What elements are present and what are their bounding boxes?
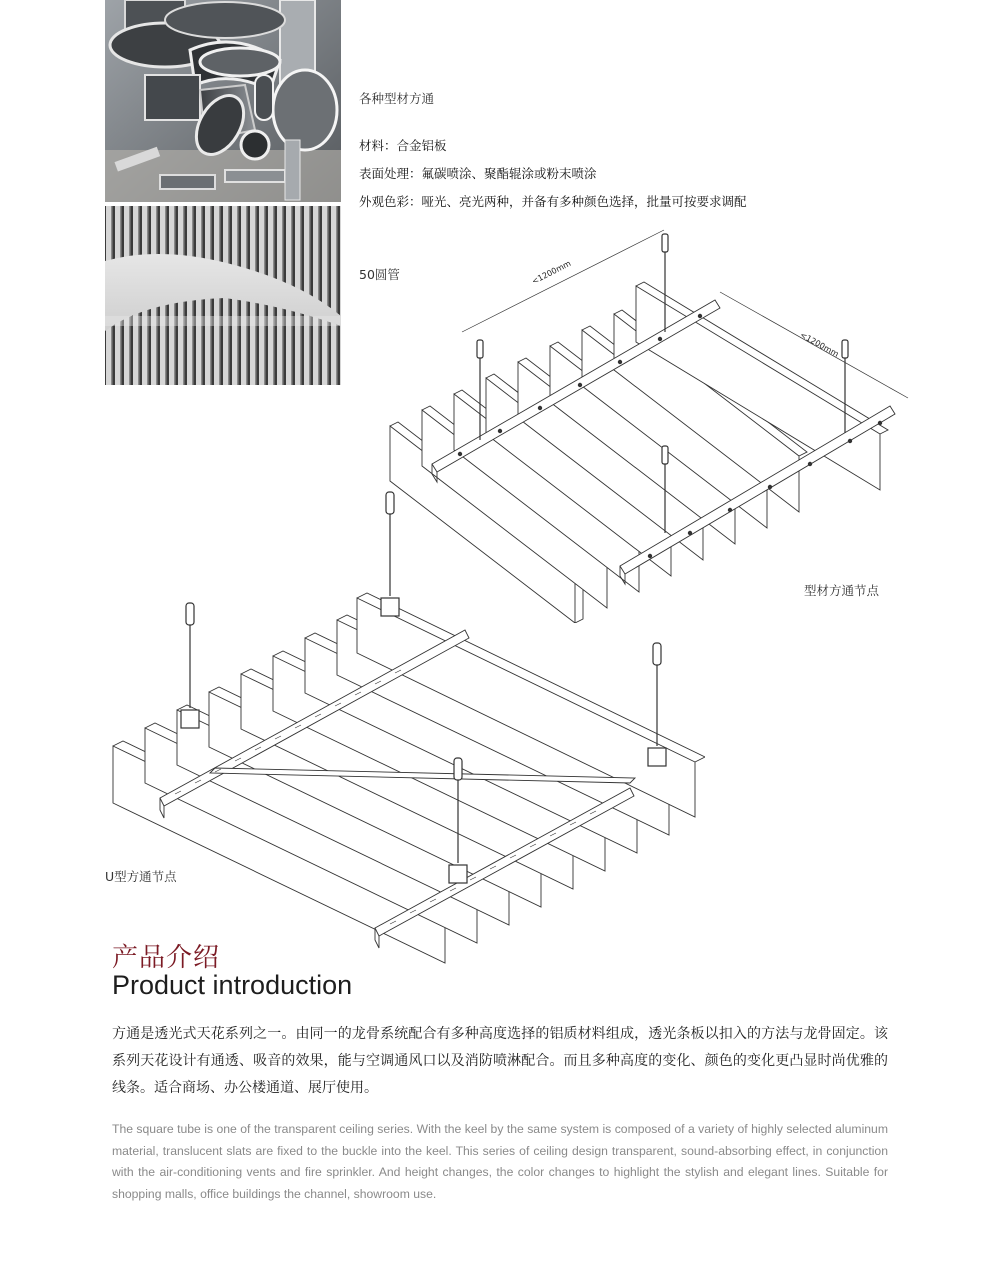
material-spec: 材料：合金铝板 — [359, 138, 447, 153]
intro-body-en: The square tube is one of the transparent ceiling series. With the keel by the same system is composed of a variety of highly selected aluminum material, translucent slats are fixed to the buckle into the keel. This series of ceiling design transparent, sound-absorbing effect, in conjunction with the air-conditioning vents and fire sprinkler. And height changes, the color changes to highlight the stylish and elegant lines. Suitable for shopping malls, office buildings the channel, showroom use. — [112, 1122, 888, 1201]
dimension-label-length: <1200mm — [798, 330, 841, 359]
profiles-caption: 各种型材方通 — [359, 91, 435, 106]
round-tube-ceiling-photo — [105, 206, 341, 385]
u-node-caption: U型方通节点 — [105, 869, 177, 884]
aluminum-profiles-photo — [105, 0, 341, 202]
section-title-cn: 产品介绍 — [112, 943, 221, 973]
section-title-en: Product introduction — [112, 970, 353, 1000]
color-spec: 外观色彩：哑光、亮光两种，并备有多种颜色选择，批量可按要求调配 — [359, 194, 747, 209]
dimension-label-width: <1200mm — [530, 258, 573, 287]
intro-body-cn: 方通是透光式天花系列之一。由同一的龙骨系统配合有多种高度选择的铝质材料组成，透光条板以扣入的方法与龙骨固定。该系列天花设计有通透、吸音的效果，能与空调通风口以及消防喷淋配合。而且多种高度的变化、颜色的变化更凸显时尚优雅的线条。适合商场、办公楼通道、展厅使用。 — [112, 1026, 888, 1096]
surface-spec: 表面处理：氟碳喷涂、聚酯辊涂或粉末喷涂 — [359, 166, 597, 181]
profile-node-caption: 型材方通节点 — [804, 583, 880, 598]
round-tube-caption: 50圆管 — [359, 267, 400, 282]
u-tube-node-drawing — [105, 488, 705, 968]
